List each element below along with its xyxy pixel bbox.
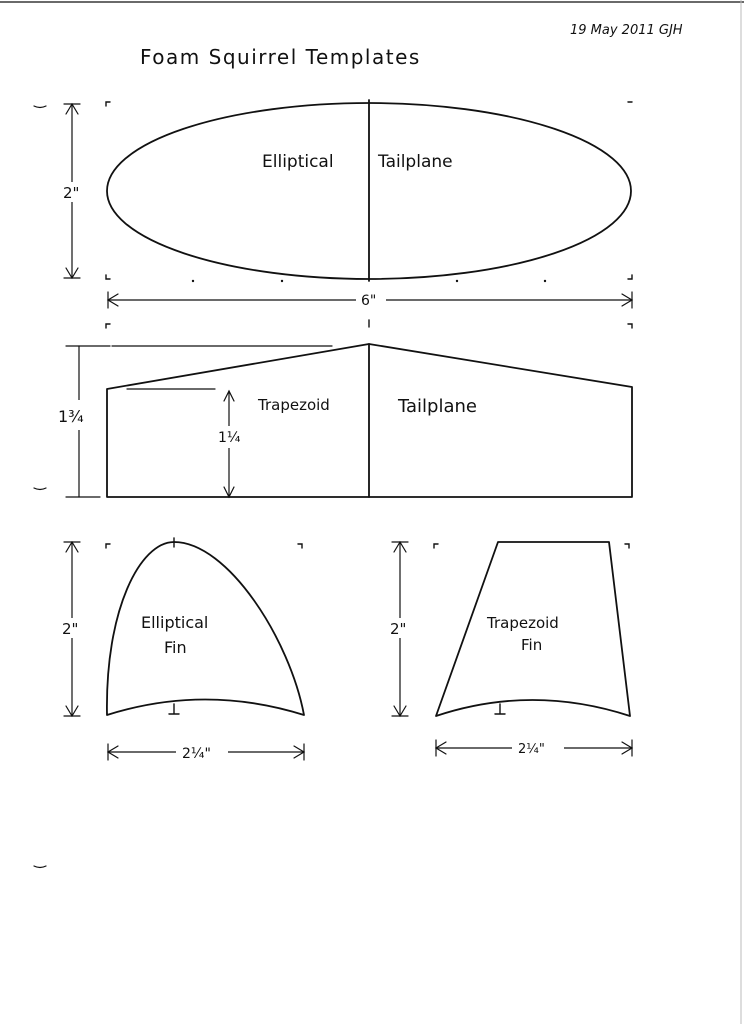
- elliptical-tailplane-label-left: Elliptical: [262, 152, 334, 172]
- binder-hole-mark: [34, 866, 46, 868]
- elliptical-fin-height: 2": [62, 620, 79, 638]
- elliptical-tailplane-height: 2": [63, 184, 80, 202]
- binder-hole-mark: [34, 488, 46, 490]
- trapezoid-fin-label-line1: Trapezoid: [487, 614, 559, 632]
- elliptical-tailplane-width: 6": [361, 293, 377, 309]
- trapezoid-tailplane-height: 1¾: [58, 407, 84, 426]
- corner-mark: [628, 275, 632, 279]
- elliptical-fin-template: [58, 538, 304, 762]
- trapezoid-tailplane-label-left: Trapezoid: [258, 396, 330, 414]
- elliptical-tailplane-template: [58, 100, 632, 309]
- trapezoid-tailplane-inner-height: 1¼: [218, 430, 241, 446]
- elliptical-fin-width: 2¼": [182, 746, 211, 762]
- corner-mark: [106, 102, 110, 106]
- tick-dot: [281, 280, 283, 282]
- trapezoid-tailplane-template: [55, 320, 632, 497]
- page-title: Foam Squirrel Templates: [140, 45, 421, 69]
- corner-mark: [106, 544, 110, 548]
- date-signature: 19 May 2011 GJH: [570, 23, 683, 38]
- elliptical-fin-label-line1: Elliptical: [141, 613, 209, 632]
- corner-mark: [106, 324, 110, 328]
- corner-mark: [434, 544, 438, 548]
- corner-mark: [298, 544, 302, 548]
- trapezoid-fin-label-line2: Fin: [521, 636, 543, 654]
- corner-mark: [625, 544, 629, 548]
- elliptical-fin-label-line2: Fin: [164, 638, 187, 657]
- trapezoid-tailplane-label-right: Tailplane: [398, 396, 477, 417]
- corner-mark: [106, 275, 110, 279]
- base-tick: [169, 704, 179, 714]
- trapezoid-fin-template: [386, 542, 632, 758]
- tick-dot: [192, 280, 194, 282]
- trapezoid-fin-width: 2¼": [518, 742, 545, 757]
- tick-dot: [544, 280, 546, 282]
- corner-mark: [628, 324, 632, 328]
- tick-dot: [456, 280, 458, 282]
- trapezoid-fin-height: 2": [390, 620, 407, 638]
- base-tick: [495, 704, 505, 714]
- binder-hole-mark: [34, 106, 46, 108]
- elliptical-tailplane-label-right: Tailplane: [378, 152, 453, 172]
